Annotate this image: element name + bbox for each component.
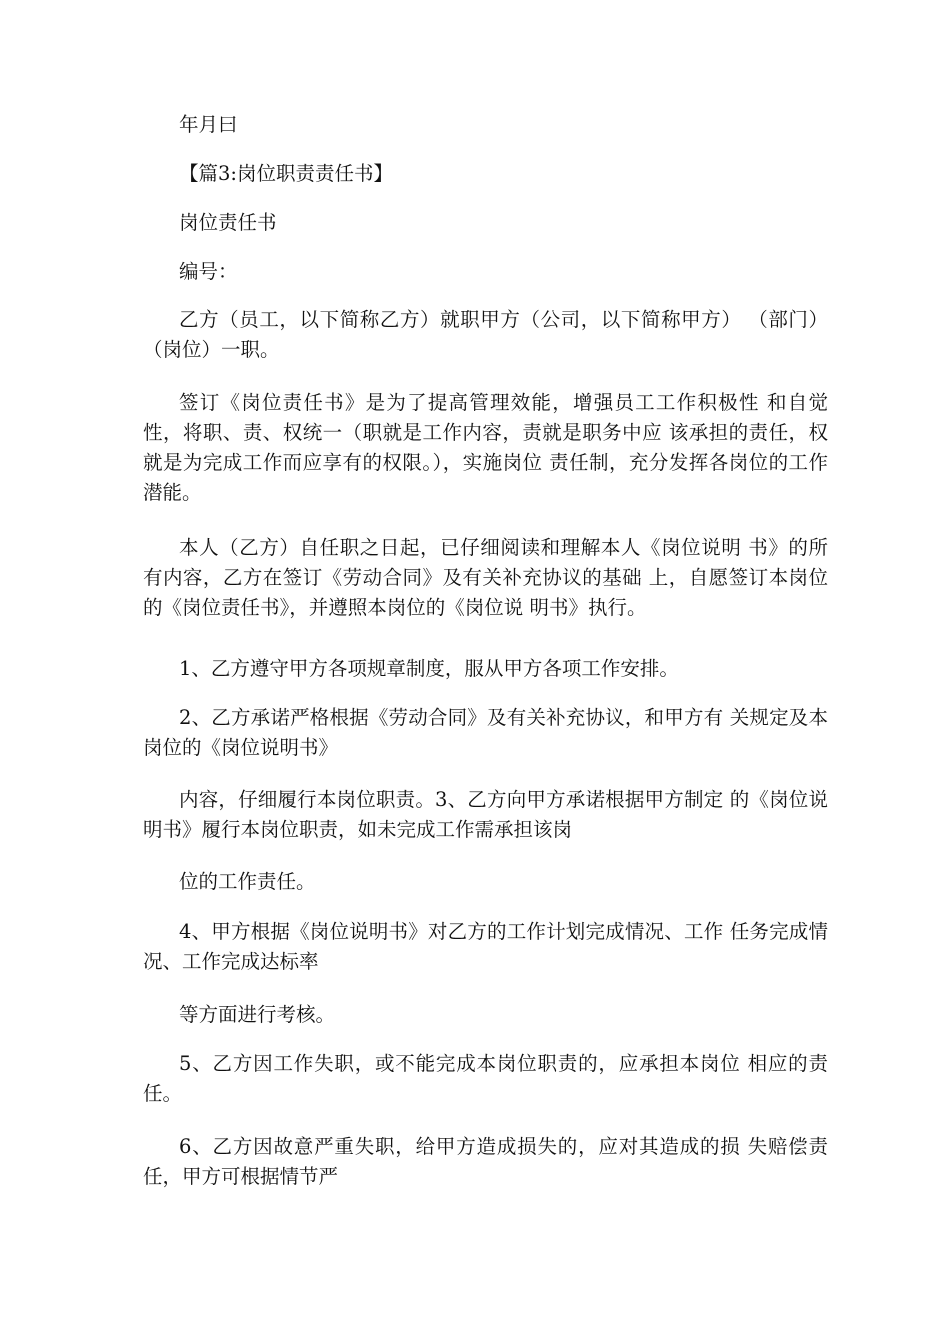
clause-1: 1、乙方遵守甲方各项规章制度，服从甲方各项工作安排。: [179, 657, 679, 680]
clause-3-continued: 位的工作责任。: [179, 870, 316, 893]
clause-6: 6、乙方因故意严重失职，给甲方造成损失的，应对其造成的损 失赔偿责任，甲方可根据情节严: [143, 1135, 828, 1188]
paragraph-purpose: 签订《岗位责任书》是为了提高管理效能，增强员工工作积极性 和自觉性，将职、责、权统一（职就是工作内容，责就是职务中应 该承担的责任，权就是为完成工作而应享有的权限。），实施岗位 责任制，充分发挥各岗位的工作潜能。: [143, 391, 828, 504]
paragraph-declaration: 本人（乙方）自任职之日起，已仔细阅读和理解本人《岗位说明 书》的所有内容，乙方在签订《劳动合同》及有关补充协议的基础 上，自愿签订本岗位的《岗位责任书》，并遵照本岗位的《岗位说 明书》执行。: [143, 536, 828, 619]
serial-number-label: 编号：: [179, 260, 238, 283]
section-heading: 【篇3:岗位职责责任书】: [179, 162, 393, 185]
clause-4: 4、甲方根据《岗位说明书》对乙方的工作计划完成情况、工作 任务完成情况、工作完成达标率: [143, 920, 828, 973]
date-line: 年月曰: [179, 113, 238, 136]
document-title: 岗位责任书: [179, 211, 277, 234]
clause-4-continued: 等方面进行考核。: [179, 1003, 336, 1026]
clause-2: 2、乙方承诺严格根据《劳动合同》及有关补充协议，和甲方有 关规定及本岗位的《岗位说明书》: [143, 706, 828, 759]
clause-3: 内容，仔细履行本岗位职责。3、乙方向甲方承诺根据甲方制定 的《岗位说明书》履行本岗位职责，如未完成工作需承担该岗: [143, 788, 828, 841]
paragraph-parties: 乙方（员工，以下简称乙方）就职甲方（公司，以下简称甲方） （部门）（岗位）一职。: [143, 308, 828, 361]
clause-5: 5、乙方因工作失职，或不能完成本岗位职责的，应承担本岗位 相应的责任。: [143, 1052, 828, 1105]
